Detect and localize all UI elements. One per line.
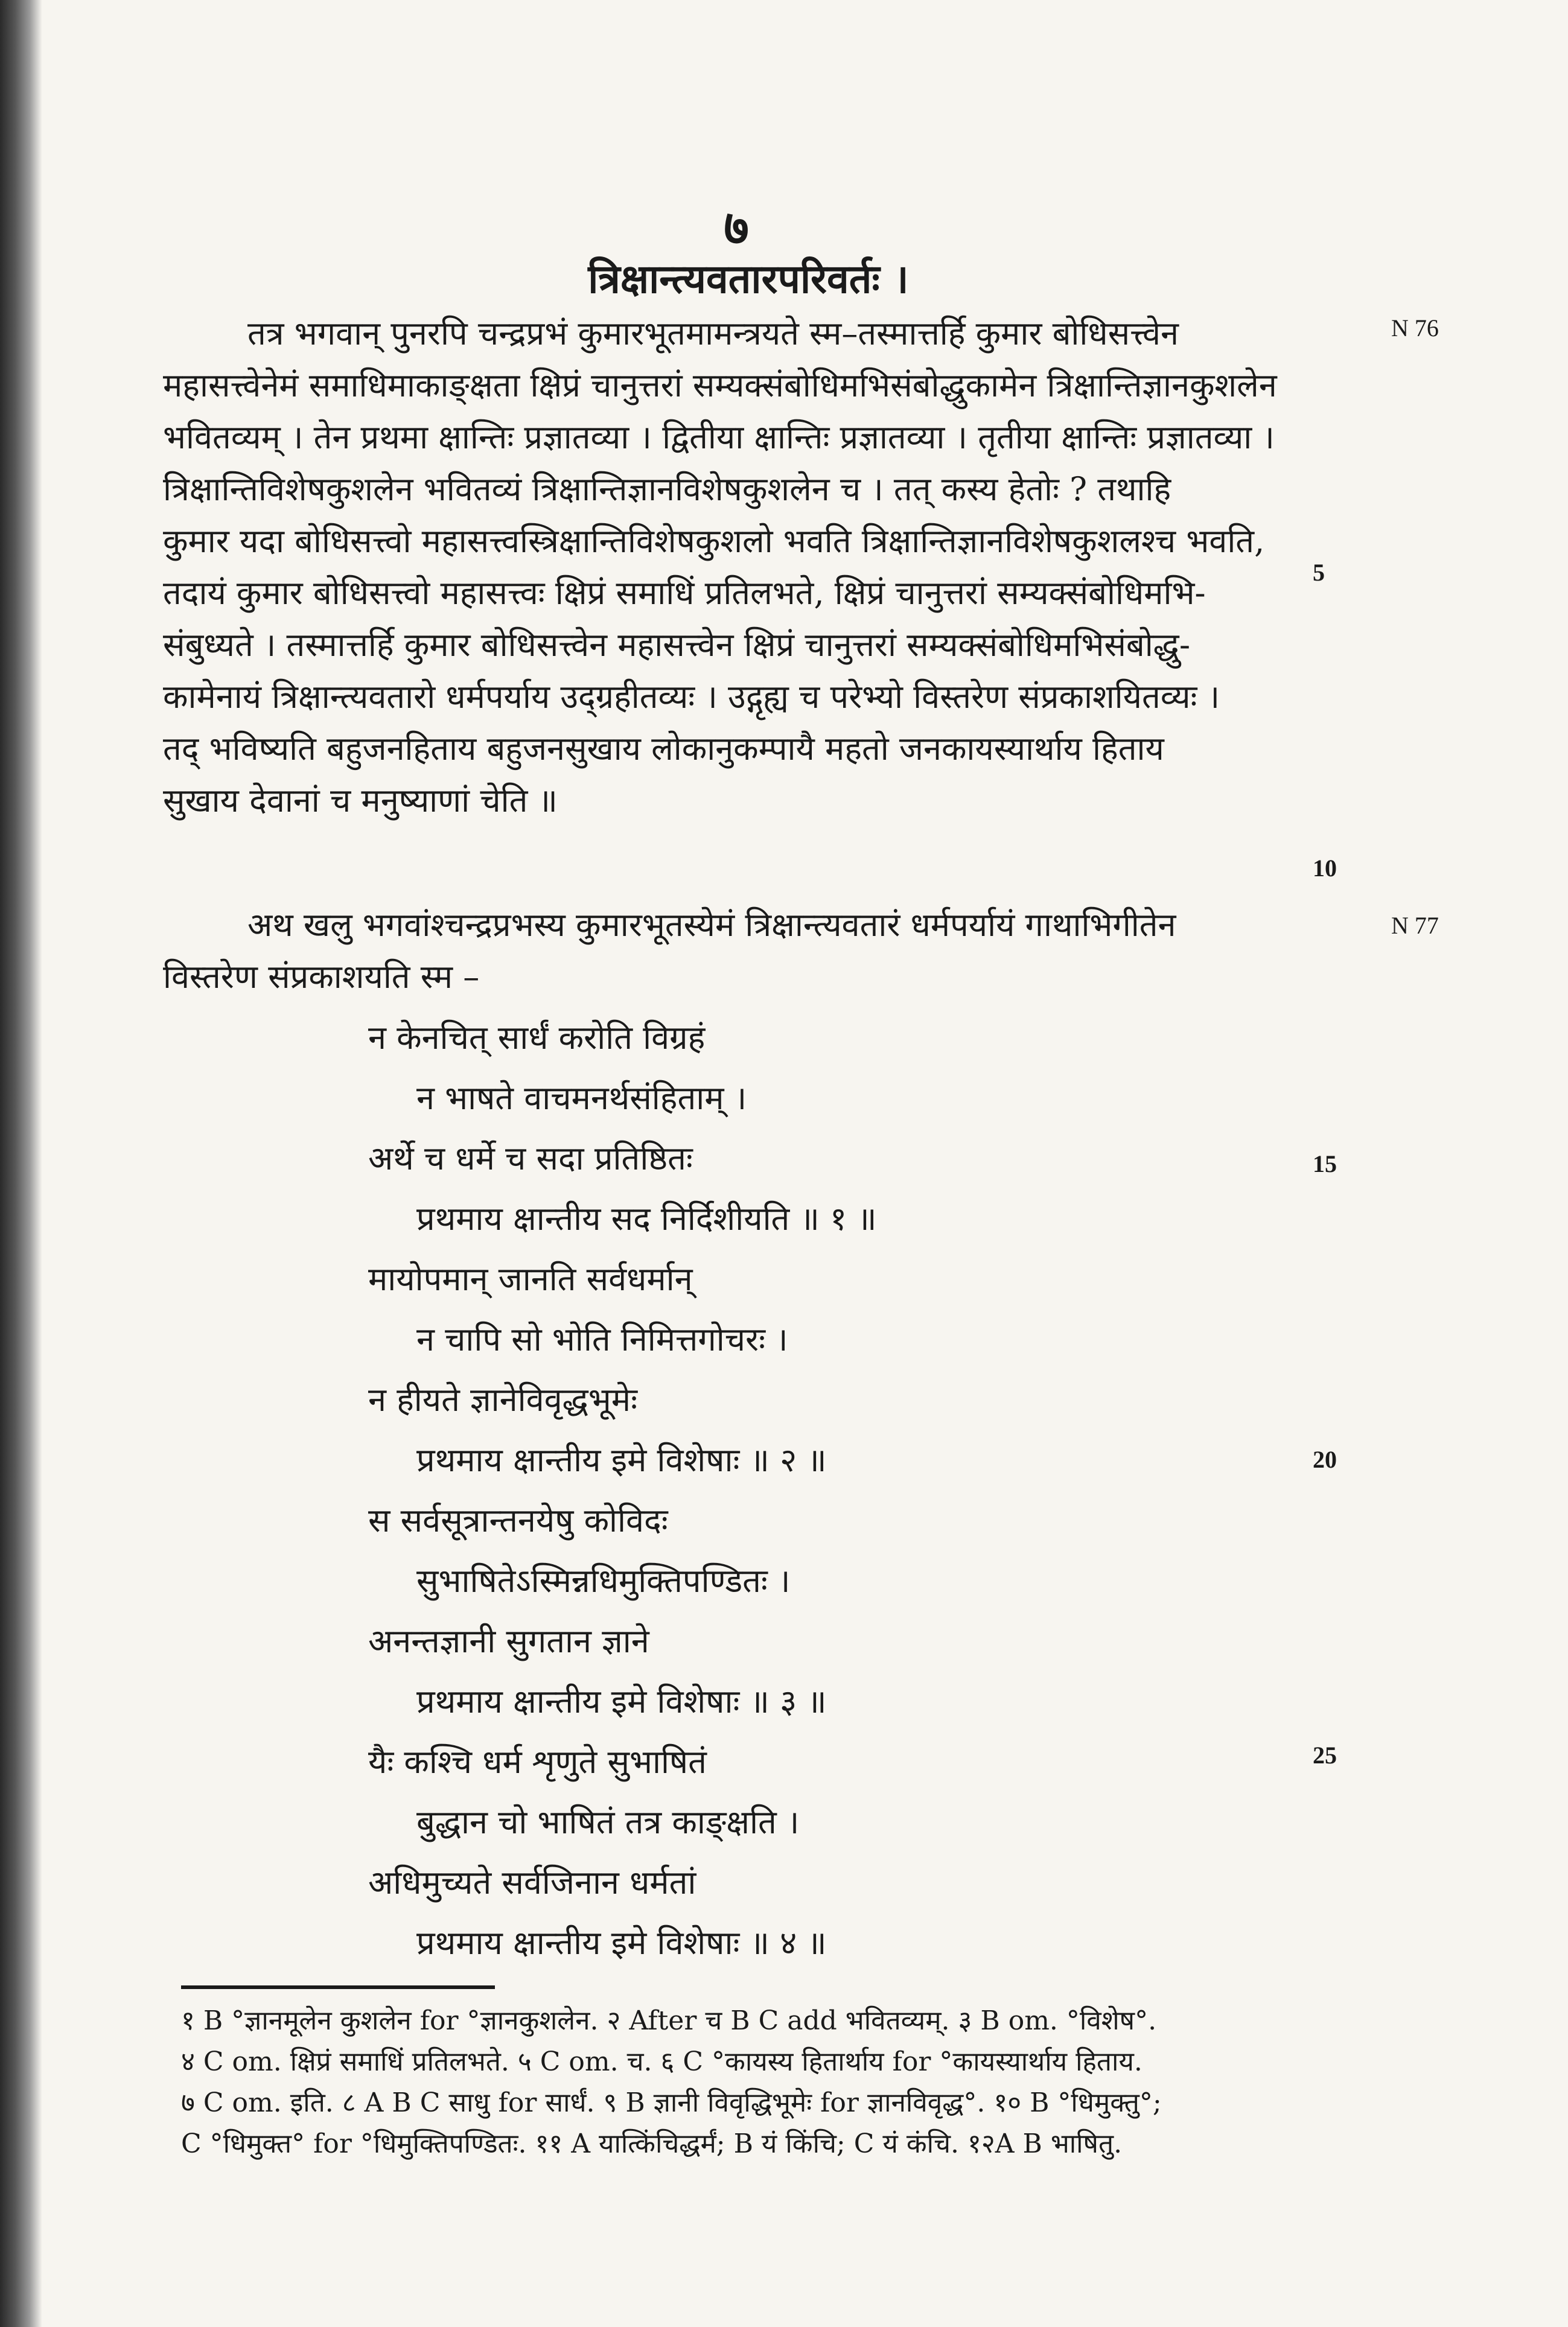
chapter-number: ७ (724, 199, 749, 256)
footnote-line: ७ C om. इति. ८ A B C साधु for सार्धं. ९ B ज्ञानी विवृद्धिभूमेः for ज्ञानविवृद्ध°. १० B °धिमुक्तु°; (181, 2087, 1162, 2118)
margin-ref-n77: N 77 (1391, 912, 1439, 939)
verse-line: प्रथमाय क्षान्तीय इमे विशेषाः ॥ ३ ॥ (416, 1682, 827, 1721)
chapter-title: त्रिक्षान्त्यवतारपरिवर्तः । (588, 255, 909, 302)
verse-line: अनन्तज्ञानी सुगतान ज्ञाने (368, 1622, 649, 1660)
footnote-line: C °धिमुक्त° for °धिमुक्तिपण्डितः. ११ A यात्किंचिद्धर्मं; B यं किंचि; C यं कंचि. १२A B भाषितु. (181, 2128, 1123, 2159)
verse-line: प्रथमाय क्षान्तीय इमे विशेषाः ॥ २ ॥ (416, 1441, 827, 1479)
verse-line: प्रथमाय क्षान्तीय इमे विशेषाः ॥ ४ ॥ (416, 1924, 827, 1962)
verse-line: न हीयते ज्ञानेविवृद्धभूमेः (368, 1381, 637, 1419)
verse-line: अर्थे च धर्मे च सदा प्रतिष्ठितः (368, 1139, 693, 1177)
line-number-10: 10 (1313, 855, 1337, 882)
prose-paragraph-1 (163, 308, 1322, 827)
verse-line: न केनचित् सार्धं करोति विग्रहं (368, 1019, 706, 1057)
prose-line: महासत्त्वेनेमं समाधिमाकाङ्क्षता क्षिप्रं चानुत्तरां सम्यक्संबोधिमभिसंबोद्धुकामेन त्रिक्षान्तिज्ञानकुशलेन (163, 366, 1277, 404)
verse-line: न चापि सो भोति निमित्तगोचरः । (416, 1320, 788, 1358)
verse-line: बुद्धान चो भाषितं तत्र काङ्क्षति । (416, 1803, 800, 1841)
verse-line: स सर्वसूत्रान्तनयेषु कोविदः (368, 1501, 668, 1539)
prose-line: अथ खलु भगवांश्चन्द्रप्रभस्य कुमारभूतस्येमं त्रिक्षान्त्यवतारं धर्मपर्यायं गाथाभिगीतेन (247, 906, 1176, 944)
line-number-15: 15 (1313, 1150, 1337, 1177)
prose-line: तदायं कुमार बोधिसत्त्वो महासत्त्वः क्षिप्रं समाधिं प्रतिलभते, क्षिप्रं चानुत्तरां सम्यक्संबोधिमभि- (163, 574, 1206, 612)
margin-ref-n76: N 76 (1391, 314, 1439, 342)
verse-line: सुभाषितेऽस्मिन्नधिमुक्तिपण्डितः । (416, 1562, 791, 1600)
prose-line: सुखाय देवानां च मनुष्याणां चेति ॥ (163, 782, 558, 820)
footnotes (181, 2001, 1322, 2165)
prose-line: विस्तरेण संप्रकाशयति स्म – (163, 958, 480, 996)
prose-line: संबुध्यते । तस्मात्तर्हि कुमार बोधिसत्त्वेन महासत्त्वेन क्षिप्रं चानुत्तरां सम्यक्संबोधिमभिसंबोद्धु- (163, 626, 1191, 664)
footnote-rule (181, 1985, 495, 1989)
prose-line: कुमार यदा बोधिसत्त्वो महासत्त्वस्त्रिक्षान्तिविशेषकुशलो भवति त्रिक्षान्तिज्ञानविशेषकुशलश्च भवति, (163, 522, 1265, 560)
footnote-line: १ B °ज्ञानमूलेन कुशलेन for °ज्ञानकुशलेन. २ After च B C add भवितव्यम्. ३ B om. °विशेष°. (181, 2005, 1157, 2036)
prose-paragraph-2 (163, 899, 1322, 1003)
prose-line: कामेनायं त्रिक्षान्त्यवतारो धर्मपर्याय उद्ग्रहीतव्यः । उद्गृह्य च परेभ्यो विस्तरेण संप्रकाशयितव्यः । (163, 678, 1220, 716)
prose-line: तत्र भगवान् पुनरपि चन्द्रप्रभं कुमारभूतमामन्त्रयते स्म–तस्मात्तर्हि कुमार बोधिसत्त्वेन (247, 314, 1179, 352)
prose-line: भवितव्यम् । तेन प्रथमा क्षान्तिः प्रज्ञातव्या । द्वितीया क्षान्तिः प्रज्ञातव्या । तृतीया क्षान्तिः प्रज्ञातव्या । (163, 418, 1275, 456)
verse-line: अधिमुच्यते सर्वजिनान धर्मतां (368, 1864, 696, 1902)
verse-line: प्रथमाय क्षान्तीय सद निर्दिशीयति ॥ १ ॥ (416, 1200, 877, 1238)
verse-line: यैः कश्चि धर्म शृणुते सुभाषितं (368, 1743, 707, 1781)
verse-line: न भाषते वाचमनर्थसंहिताम् । (416, 1079, 747, 1117)
line-number-25: 25 (1313, 1742, 1337, 1769)
prose-line: त्रिक्षान्तिविशेषकुशलेन भवितव्यं त्रिक्षान्तिज्ञानविशेषकुशलेन च । तत् कस्य हेतोः ? तथाहि (163, 470, 1171, 508)
footnote-line: ४ C om. क्षिप्रं समाधिं प्रतिलभते. ५ C om. च. ६ C °कायस्य हितार्थाय for °कायस्यार्थाय हिताय. (181, 2046, 1143, 2077)
line-number-20: 20 (1313, 1446, 1337, 1473)
verse-line: मायोपमान् जानति सर्वधर्मान् (368, 1260, 693, 1298)
line-number-5: 5 (1313, 559, 1325, 586)
prose-line: तद् भविष्यति बहुजनहिताय बहुजनसुखाय लोकानुकम्पायै महतो जनकायस्यार्थाय हिताय (163, 730, 1164, 768)
